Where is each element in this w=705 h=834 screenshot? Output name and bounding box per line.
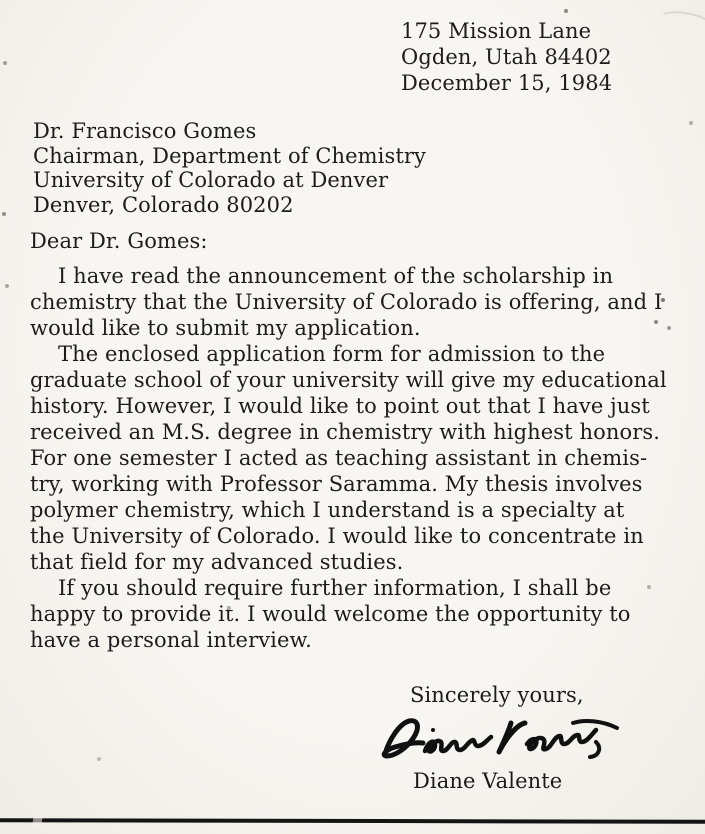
sender-address-block — [401, 18, 612, 96]
recipient-address-line: Denver, Colorado 80202 — [33, 192, 294, 217]
handwritten-signature — [372, 710, 628, 774]
paragraph-line: chemistry that the University of Colorado is offering, and I — [30, 290, 663, 314]
recipient-address-line: University of Colorado at Denver — [33, 168, 389, 192]
salutation: Dear Dr. Gomes: — [30, 229, 208, 253]
paragraph-line: would like to submit my application. — [30, 316, 421, 340]
paragraph — [30, 341, 667, 575]
typed-signature-name: Diane Valente — [413, 769, 563, 793]
sender-address-line: Ogden, Utah 84402 — [401, 45, 612, 69]
paragraph — [30, 263, 667, 341]
paragraph-line: that field for my advanced studies. — [30, 550, 404, 574]
scan-smudge — [656, 8, 705, 38]
paragraph-line: try, working with Professor Saramma. My thesis involves — [30, 472, 643, 496]
sender-address-line: December 15, 1984 — [401, 71, 613, 95]
closing-phrase: Sincerely yours, — [410, 683, 584, 707]
paragraph-line: graduate school of your university will give my educational — [30, 368, 667, 392]
letter-body — [30, 228, 667, 653]
scan-edge-notch — [32, 814, 42, 826]
scan-edge-line — [0, 818, 705, 823]
paragraph-list — [30, 263, 667, 653]
paragraph-line: received an M.S. degree in chemistry with highest honors. — [30, 420, 660, 444]
scan-speckles — [0, 0, 2, 2]
paragraph-line: For one semester I acted as teaching assistant in chemis- — [30, 446, 648, 470]
paragraph-line: If you should require further information, I shall be — [58, 576, 612, 600]
paragraph-line: have a personal interview. — [30, 628, 312, 652]
recipient-address-block — [33, 119, 426, 217]
paragraph-line: The enclosed application form for admission to the — [58, 342, 606, 366]
paragraph-line: polymer chemistry, which I understand is a specialty at — [30, 498, 625, 522]
recipient-address-line: Chairman, Department of Chemistry — [33, 143, 427, 168]
recipient-address-line: Dr. Francisco Gomes — [33, 119, 257, 143]
paragraph-line: the University of Colorado. I would like to concentrate in — [30, 524, 644, 548]
sender-address-line: 175 Mission Lane — [401, 19, 592, 43]
paragraph-line: history. However, I would like to point out that I have just — [30, 394, 650, 418]
paragraph — [30, 575, 667, 653]
paragraph-line: happy to provide it. I would welcome the opportunity to — [30, 602, 631, 626]
paragraph-line: I have read the announcement of the scholarship in — [58, 264, 614, 288]
